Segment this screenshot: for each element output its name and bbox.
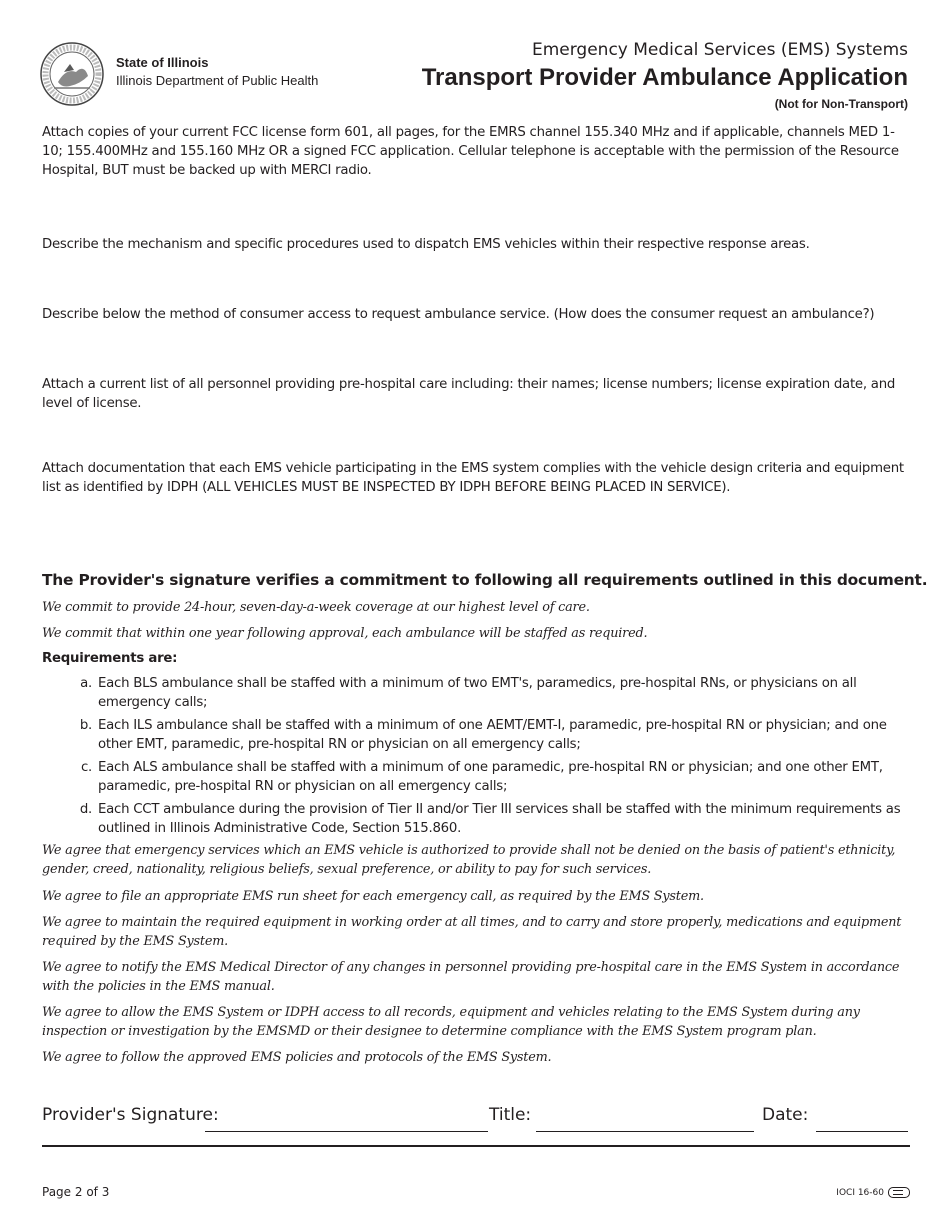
agreement-statement: We agree to maintain the required equipment in working order at all times, and to carry and store properly, medications and equipment required by the EMS System. [42,915,902,949]
requirement-letter: a. [80,676,92,691]
requirement-letter: c. [80,760,92,775]
commitment-heading: The Provider's signature verifies a commitment to following all requirements outlined in this document. [42,571,928,589]
agency-state: State of Illinois [116,55,209,70]
requirement-item [79,716,910,754]
agreement-statement: We agree to notify the EMS Medical Director of any changes in personnel providing pre-hospital care in the EMS System in accordance with the policies in the EMS manual. [42,960,900,994]
instruction-dispatch-procedures: Describe the mechanism and specific procedures used to dispatch EMS vehicles within their respective response areas. [42,237,810,252]
requirement-text: Each BLS ambulance shall be staffed with a minimum of two EMT's, paramedics, pre-hospital RNs, or physicians on all emergency calls; [98,676,857,710]
instruction-vehicle-documentation: Attach documentation that each EMS vehicle participating in the EMS system complies with the vehicle design criteria and equipment list as identified by IDPH (ALL VEHICLES MUST BE INSPECTED BY IDPH BEFORE BEING PLACED IN SERVICE). [42,461,904,495]
requirement-letter: b. [79,718,92,733]
agreement-statement: We agree to allow the EMS System or IDPH access to all records, equipment and vehicles relating to the EMS System during any inspection or investigation by the EMSMD or their designee to determine compliance with the EMS System program plan. [42,1005,860,1039]
date-field[interactable] [816,1131,908,1132]
commitment-statement: We commit that within one year following approval, each ambulance will be staffed as required. [42,626,648,641]
requirement-item [80,758,910,796]
requirement-letter: d. [79,802,92,817]
state-seal-icon [40,42,104,106]
requirement-text: Each ALS ambulance shall be staffed with a minimum of one paramedic, pre-hospital RN or physician; and one other EMT, paramedic, pre-hospital RN or physician on all emergency calls; [98,760,883,794]
requirement-item [80,674,910,712]
title-field[interactable] [536,1131,754,1132]
agency-department: Illinois Department of Public Health [116,73,319,88]
union-bug-icon [888,1187,910,1198]
requirement-text: Each CCT ambulance during the provision of Tier II and/or Tier III services shall be staffed with the minimum requirements as outlined in Illinois Administrative Code, Section 515.860. [98,802,901,836]
agreement-statement: We agree to file an appropriate EMS run sheet for each emergency call, as required by the EMS System. [42,889,704,904]
instruction-personnel-list: Attach a current list of all personnel providing pre-hospital care including: their names; license numbers; license expiration date, and level of license. [42,377,896,411]
form-note: (Not for Non-Transport) [774,97,908,111]
form-title: Transport Provider Ambulance Application [421,64,908,91]
page-number: Page 2 of 3 [42,1185,110,1199]
date-label: Date: [762,1105,809,1125]
signature-field[interactable] [205,1131,488,1132]
requirement-text: Each ILS ambulance shall be staffed with a minimum of one AEMT/EMT-I, paramedic, pre-hospital RN or physician; and one other EMT, paramedic, pre-hospital RN or physician on all emergency calls; [98,718,887,752]
form-code-text: IOCI 16-60 [836,1187,884,1198]
signature-label: Provider's Signature: [42,1105,219,1125]
instruction-fcc-license: Attach copies of your current FCC license form 601, all pages, for the EMRS channel 155.340 MHz and if applicable, channels MED 1-10; 155.400MHz and 155.160 MHz OR a signed FCC application. Cellular telephone is acceptable with the permission of the Resource Hospital, BUT must be backed up with MERCI radio. [42,125,899,178]
instruction-consumer-access: Describe below the method of consumer access to request ambulance service. (How does the consumer request an ambulance?) [42,307,875,322]
agreement-statement: We agree to follow the approved EMS policies and protocols of the EMS System. [42,1050,552,1065]
section-divider [42,1145,910,1147]
form-subtitle: Emergency Medical Services (EMS) Systems [531,40,908,60]
commitment-statement: We commit to provide 24-hour, seven-day-a-week coverage at our highest level of care. [42,600,590,615]
form-code [836,1187,910,1198]
agreement-statement: We agree that emergency services which an EMS vehicle is authorized to provide shall not be denied on the basis of patient's ethnicity, gender, creed, nationality, religious beliefs, sexual preference, or ability to pay for such services. [42,843,896,877]
title-label: Title: [489,1105,532,1125]
requirements-heading: Requirements are: [42,651,178,666]
requirement-item [79,800,910,838]
